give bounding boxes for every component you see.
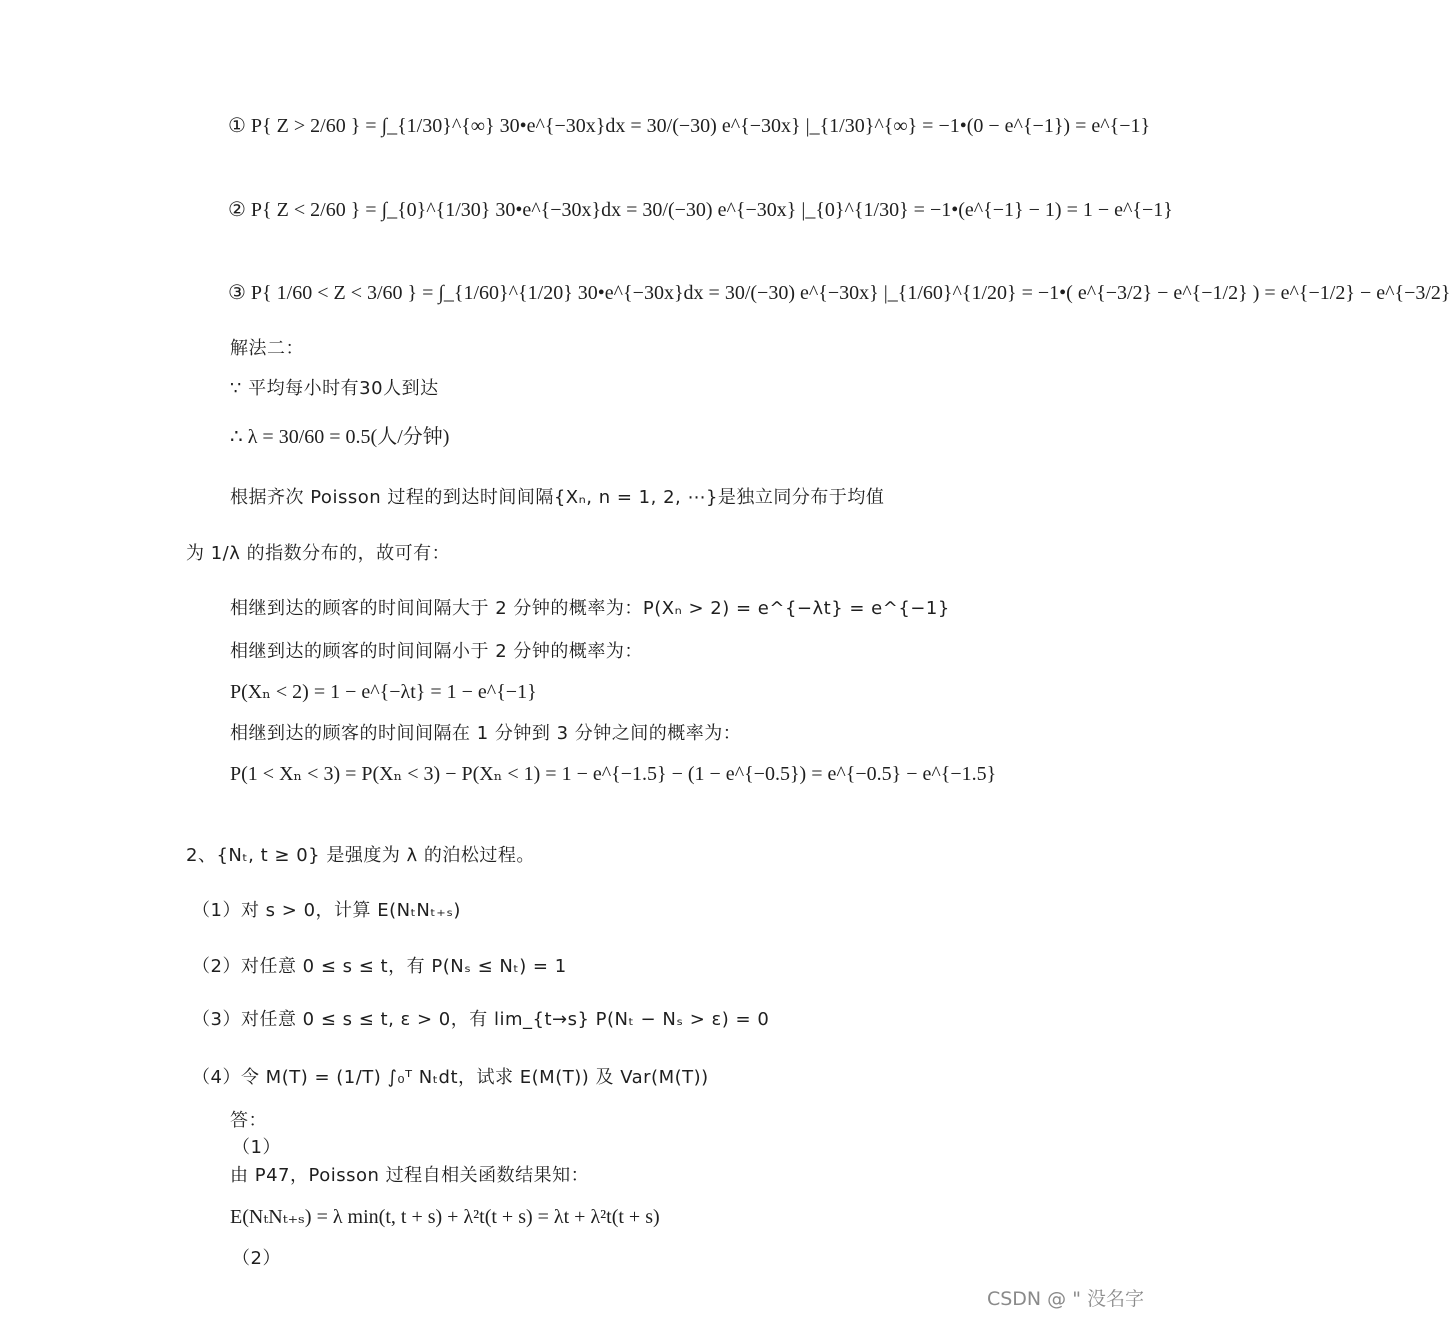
answer-label: 答： [230, 1110, 267, 1131]
less-than-2-equation: P(Xₙ < 2) = 1 − e^{−λt} = 1 − e^{−1} [230, 681, 537, 703]
poisson-statement-line-1: 根据齐次 Poisson 过程的到达时间间隔{Xₙ, n = 1, 2, ⋯}是独立同分布于均值 [230, 487, 885, 508]
question-2-heading: 2、{Nₜ, t ≥ 0} 是强度为 λ 的泊松过程。 [186, 845, 535, 866]
answer-part-1-label: （1） [232, 1137, 281, 1158]
lambda-equation: ∴ λ = 30/60 = 0.5(人/分钟) [230, 426, 450, 448]
autocorrelation-equation: E(NₜNₜ₊ₛ) = λ min(t, t + s) + λ²t(t + s) = λt + λ²t(t + s) [230, 1206, 660, 1228]
question-2-part-4: （4）令 M(T) = (1/T) ∫₀ᵀ Nₜdt，试求 E(M(T)) 及 Var(M(T)) [192, 1067, 709, 1088]
less-than-2-text: 相继到达的顾客的时间间隔小于 2 分钟的概率为： [230, 641, 643, 662]
equation-1: ① P{ Z > 2/60 } = ∫_{1/30}^{∞} 30•e^{−30x}dx = 30/(−30) e^{−30x} |_{1/30}^{∞} = −1•(0 − e^{−1}) = e^{−1} [228, 115, 1151, 137]
p47-reference: 由 P47，Poisson 过程自相关函数结果知： [230, 1165, 590, 1186]
question-2-part-2: （2）对任意 0 ≤ s ≤ t，有 P(Nₛ ≤ Nₜ) = 1 [192, 956, 567, 977]
question-2-part-3: （3）对任意 0 ≤ s ≤ t, ε > 0，有 lim_{t→s} P(Nₜ − Nₛ > ε) = 0 [192, 1009, 770, 1030]
between-1-and-3-text: 相继到达的顾客的时间间隔在 1 分钟到 3 分钟之间的概率为： [230, 723, 742, 744]
answer-part-2-label: （2） [232, 1248, 281, 1269]
csdn-watermark: CSDN @ " 没名字 [986, 1288, 1144, 1310]
question-2-part-1: （1）对 s > 0，计算 E(NₜNₜ₊ₛ) [192, 900, 461, 921]
method-two-heading: 解法二： [230, 338, 304, 359]
since-statement: ∵ 平均每小时有30人到达 [230, 378, 439, 399]
equation-2: ② P{ Z < 2/60 } = ∫_{0}^{1/30} 30•e^{−30x}dx = 30/(−30) e^{−30x} |_{0}^{1/30} = −1•(e^{−1} − 1) = 1 − e^{−1} [228, 199, 1173, 221]
equation-3: ③ P{ 1/60 < Z < 3/60 } = ∫_{1/60}^{1/20} 30•e^{−30x}dx = 30/(−30) e^{−30x} |_{1/60}^{1/20} = −1•( e^{−3/2} − e^{−1/2} ) = e^{−1/2} − e^{−3/2} [228, 282, 1451, 304]
between-1-and-3-equation: P(1 < Xₙ < 3) = P(Xₙ < 3) − P(Xₙ < 1) = 1 − e^{−1.5} − (1 − e^{−0.5}) = e^{−0.5} − e^{−1.5} [230, 763, 997, 785]
poisson-statement-line-2: 为 1/λ 的指数分布的，故可有： [186, 543, 451, 564]
greater-than-2-probability: 相继到达的顾客的时间间隔大于 2 分钟的概率为：P(Xₙ > 2) = e^{−λt} = e^{−1} [230, 598, 950, 619]
